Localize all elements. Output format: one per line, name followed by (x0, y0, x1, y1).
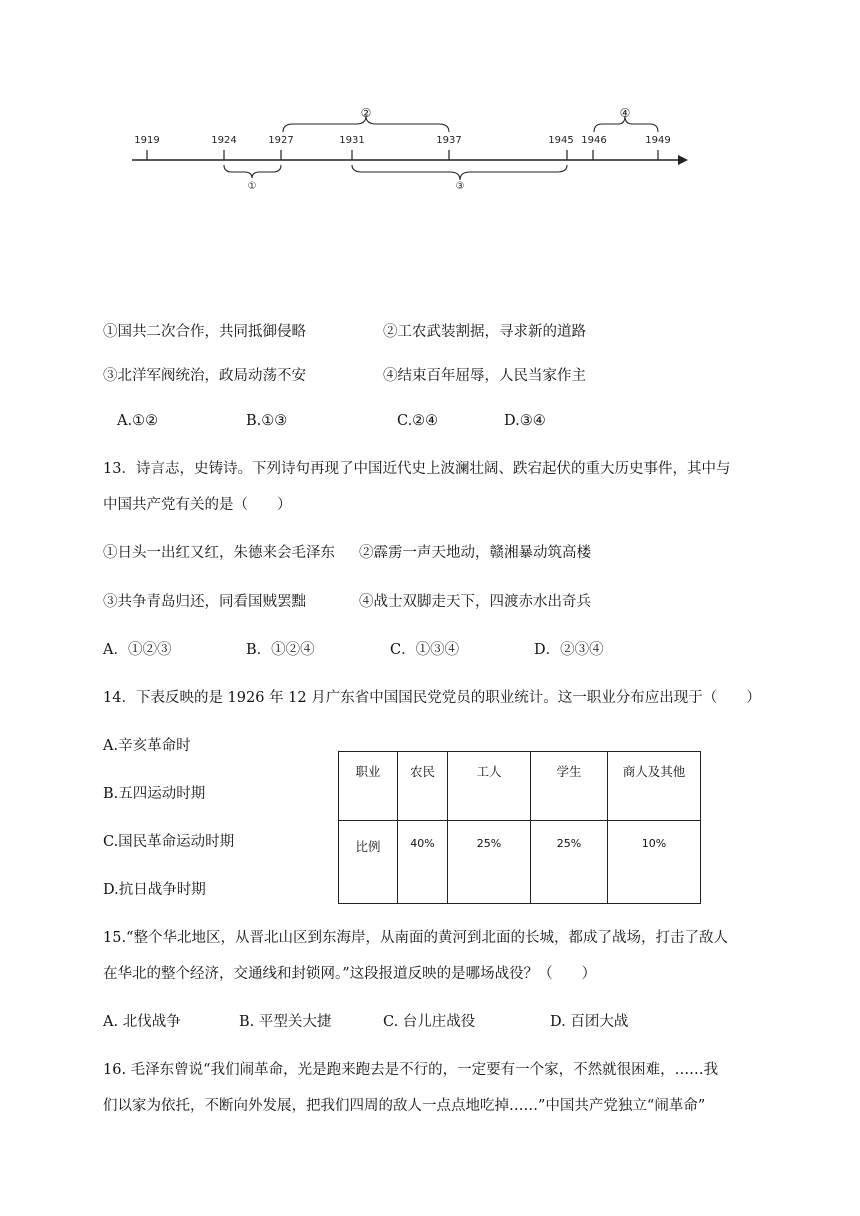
brace-label-2: ② (360, 106, 372, 120)
year-label: 1949 (645, 135, 671, 146)
q13-poem-1: ①日头一出红又红，朱德来会毛泽东 (103, 545, 335, 561)
year-label: 1924 (211, 135, 237, 146)
year-label: 1931 (339, 135, 365, 146)
q12-statement-2: ②工农武装割据，寻求新的道路 (383, 324, 586, 340)
brace-label-3: ③ (455, 181, 465, 192)
brace-label-1: ① (247, 181, 257, 192)
q15-stem-line-1: 15.“整个华北地区，从晋北山区到东海岸，从南面的黄河到北面的长城，都成了战场，打击了敌人 (103, 930, 728, 946)
table-header-cell: 工人 (448, 752, 531, 821)
table-header-cell: 职业 (339, 752, 398, 821)
table-cell: 25% (448, 820, 531, 903)
brace-1 (224, 165, 281, 178)
year-label: 1945 (548, 135, 574, 146)
q12-statement-3: ③北洋军阀统治，政局动荡不安 (103, 368, 306, 384)
q15-option-b[interactable]: B. 平型关大捷 (239, 1014, 332, 1030)
table-cell: 40% (398, 820, 448, 903)
table-header-cell: 学生 (531, 752, 608, 821)
q12-statement-1: ①国共二次合作，共同抵御侵略 (103, 324, 306, 340)
table-cell: 10% (608, 820, 701, 903)
q12-statement-4: ④结束百年屈辱，人民当家作主 (383, 368, 586, 384)
q14-option-d[interactable]: D.抗日战争时期 (103, 882, 206, 898)
q12-option-d[interactable]: D.③④ (504, 413, 546, 429)
q14-option-c[interactable]: C.国民革命运动时期 (103, 834, 235, 850)
q15-option-c[interactable]: C. 台儿庄战役 (383, 1014, 476, 1030)
year-label: 1946 (581, 135, 607, 146)
q13-poem-3: ③共争青岛归还，同看国贼罢黜 (103, 594, 306, 610)
q13-poem-4: ④战士双脚走天下，四渡赤水出奇兵 (359, 594, 591, 610)
q12-option-b[interactable]: B.①③ (246, 413, 288, 429)
table-row (339, 820, 701, 903)
q15-stem-line-2: 在华北的整个经济，交通线和封锁网。”这段报道反映的是哪场战役？（ ） (103, 966, 597, 982)
q16-stem-line-1: 16. 毛泽东曾说“我们闹革命，光是跑来跑去是不行的，一定要有一个家，不然就很困难，……我 (103, 1062, 719, 1078)
q15-option-a[interactable]: A. 北伐战争 (103, 1014, 181, 1030)
q13-stem-line-1: 13．诗言志，史铸诗。下列诗句再现了中国近代史上波澜壮阔、跌宕起伏的重大历史事件，其中与 (103, 461, 731, 477)
table-row (339, 752, 701, 821)
q15-option-d[interactable]: D. 百团大战 (550, 1014, 629, 1030)
q14-option-b[interactable]: B.五四运动时期 (103, 786, 206, 802)
q13-poem-2: ②霹雳一声天地动，赣湘暴动筑高楼 (359, 545, 591, 561)
q13-option-c[interactable]: C．①③④ (390, 642, 460, 658)
year-label: 1927 (268, 135, 294, 146)
year-label: 1919 (134, 135, 160, 146)
q14-stem-line-1: 14．下表反映的是 1926 年 12 月广东省中国国民党党员的职业统计。这一职业分布应出现于（ ） (103, 690, 761, 706)
q13-stem-line-2: 中国共产党有关的是（ ） (103, 497, 292, 513)
timeline-arrow-icon (678, 155, 688, 165)
q13-option-b[interactable]: B．①②④ (246, 642, 315, 658)
brace-3 (352, 165, 567, 180)
q16-stem-line-2: 们以家为依托，不断向外发展，把我们四周的敌人一点点地吃掉……”中国共产党独立“闹革命” (103, 1098, 706, 1114)
q13-option-d[interactable]: D．②③④ (534, 642, 604, 658)
q12-option-c[interactable]: C.②④ (397, 413, 439, 429)
year-label: 1937 (436, 135, 462, 146)
q14-option-a[interactable]: A.辛亥革命时 (103, 738, 191, 754)
brace-label-4: ④ (619, 106, 631, 120)
q13-option-a[interactable]: A．①②③ (103, 642, 172, 658)
table-header-cell: 商人及其他 (608, 752, 701, 821)
q12-option-a[interactable]: A.①② (117, 413, 159, 429)
table-cell: 25% (531, 820, 608, 903)
occupation-table (338, 751, 701, 904)
table-cell: 比例 (339, 820, 398, 903)
table-header-cell: 农民 (398, 752, 448, 821)
timeline-figure (0, 0, 860, 200)
